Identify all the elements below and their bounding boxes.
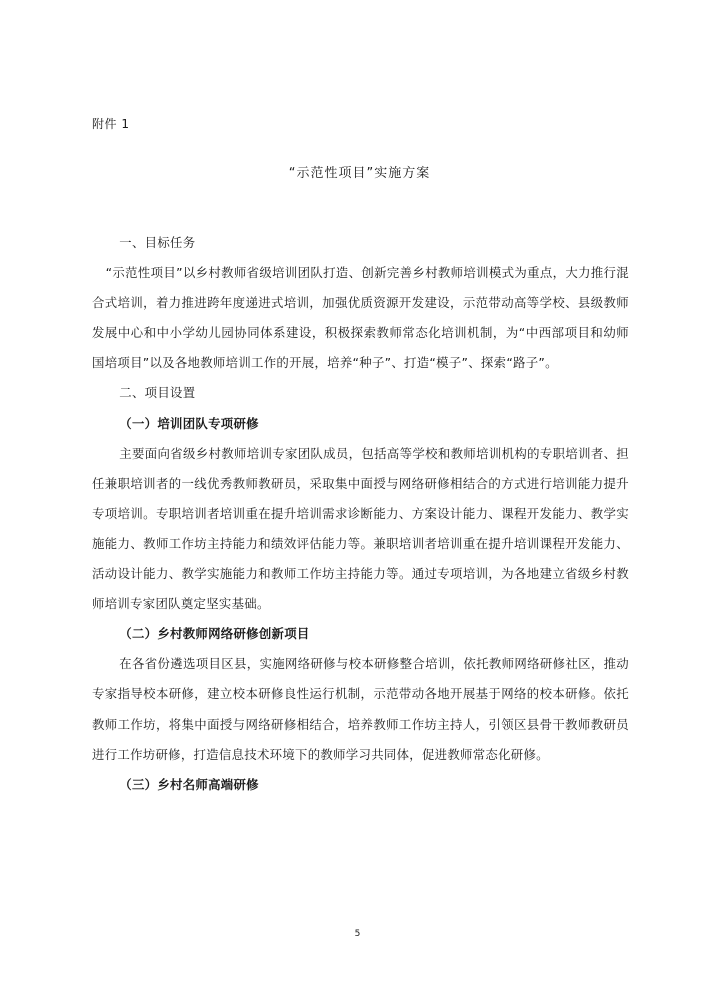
document-body bbox=[92, 228, 629, 800]
section-heading-settings: 二、项目设置 bbox=[119, 385, 196, 401]
document-title: “示范性项目”实施方案 bbox=[288, 166, 431, 181]
subsection-heading-network-training: （二）乡村教师网络研修创新项目 bbox=[119, 626, 310, 642]
attachment-label: 附件 1 bbox=[92, 117, 130, 131]
subsection-heading-team-training: （一）培训团队专项研修 bbox=[119, 415, 259, 431]
paragraph-team-training: 主要面向省级乡村教师培训专家团队成员，包括高等学校和教师培训机构的专职培训者、担任兼职培训者的一线优秀教师教研员，采取集中面授与网络研修相结合的方式进行培训能力提升专项培训。专职培训者培训重在提升培训需求诊断能力、方案设计能力、课程开发能力、教学实施能力、教师工作坊主持能力和绩效评估能力等。兼职培训者培训重在提升培训课程开发能力、活动设计能力、教学实施能力和教师工作坊主持能力等。通过专项培训，为各地建立省级乡村教师培训专家团队奠定坚实基础。 bbox=[92, 445, 629, 612]
page-number: 5 bbox=[354, 929, 361, 939]
paragraph-network-training: 在各省份遴选项目区县，实施网络研修与校本研修整合培训，依托教师网络研修社区，推动专家指导校本研修，建立校本研修良性运行机制，示范带动各地开展基于网络的校本研修。依托教师工作坊，将集中面授与网络研修相结合，培养教师工作坊主持人，引领区县骨干教师教研员进行工作坊研修，打造信息技术环境下的教师学习共同体，促进教师常态化研修。 bbox=[92, 656, 629, 762]
section-heading-goals: 一、目标任务 bbox=[119, 235, 196, 250]
paragraph-goals: “示范性项目”以乡村教师省级培训团队打造、创新完善乡村教师培训模式为重点，大力推行混合式培训，着力推进跨年度递进式培训，加强优质资源开发建设，示范带动高等学校、县级教师发展中心和中小学幼儿园协同体系建设，积极探索教师常态化培训机制，为“中西部项目和幼师国培项目”以及各地教师培训工作的开展，培养“种子”、打造“模子”、探索“路子”。 bbox=[92, 265, 629, 371]
subsection-heading-master-teacher: （三）乡村名师高端研修 bbox=[119, 776, 259, 792]
